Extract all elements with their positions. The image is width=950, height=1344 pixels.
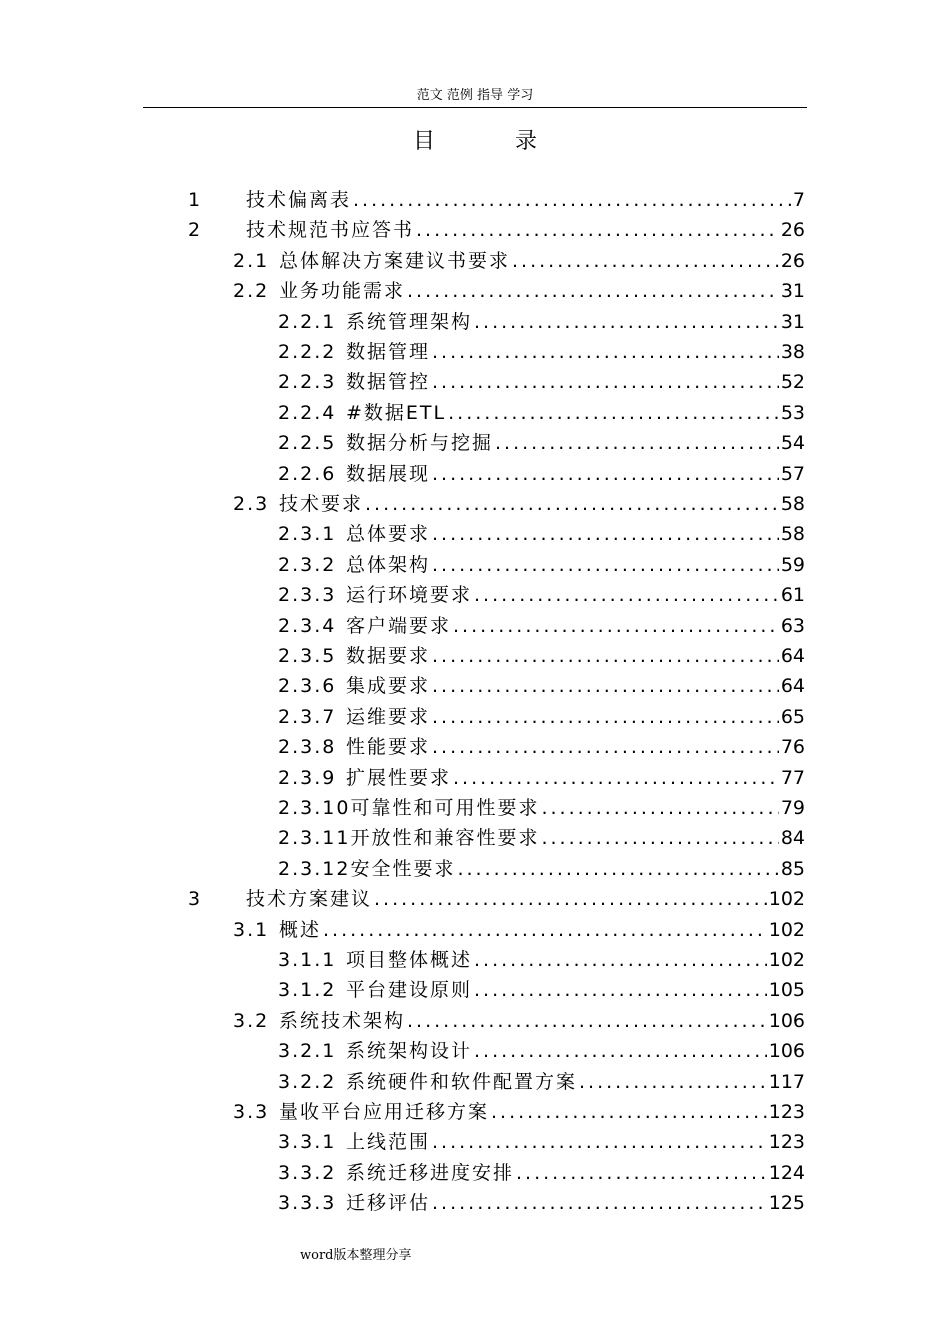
toc-entry-page: 26 (780, 219, 805, 242)
toc-entry-page: 102 (768, 888, 805, 911)
toc-entry-number: 3.2 (233, 1009, 270, 1032)
toc-entry-number: 3.3 (233, 1101, 270, 1123)
toc-dot-leader (432, 1188, 767, 1218)
toc-entry-number: 2.3.2 (278, 553, 337, 576)
toc-dot-leader (474, 307, 779, 337)
toc-dot-leader (432, 641, 779, 671)
toc-entry-page: 53 (780, 401, 805, 424)
toc-entry-number: 3.1.2 (278, 979, 337, 1002)
toc-entry-page: 79 (780, 797, 805, 819)
toc-entry-title: 扩展性要求 (346, 766, 452, 789)
toc-entry-page: 123 (768, 1131, 805, 1154)
toc-entry-number: 3 (188, 888, 203, 911)
toc-entry-page: 38 (780, 341, 805, 363)
toc-dot-leader (579, 1067, 767, 1097)
toc-entry[interactable] (233, 1006, 805, 1036)
toc-entry-number: 3.2.1 (278, 1040, 337, 1063)
toc-entry-title: 业务功能需求 (279, 280, 406, 303)
toc-entry-number: 2.3.10 (278, 797, 351, 819)
toc-entry-number: 2.3.4 (278, 614, 337, 637)
toc-entry[interactable] (278, 732, 805, 762)
toc-entry-page: 57 (780, 462, 805, 485)
toc-entry-page: 59 (780, 553, 805, 576)
toc-entry-title: #数据ETL (346, 401, 447, 424)
toc-entry[interactable] (278, 945, 805, 975)
toc-entry-page: 31 (780, 280, 805, 303)
toc-entry-number: 2.1 (233, 249, 270, 272)
toc-entry[interactable] (278, 1188, 805, 1218)
toc-entry-number: 2.2 (233, 280, 270, 303)
toc-entry-page: 64 (780, 675, 805, 698)
toc-entry[interactable] (278, 428, 805, 458)
toc-entry-page: 26 (780, 249, 805, 272)
toc-dot-leader (432, 519, 779, 549)
toc-entry-title: 系统迁移进度安排 (346, 1161, 515, 1184)
toc-entry-number: 3.1 (233, 918, 270, 941)
toc-entry-number: 2.3.8 (278, 736, 337, 759)
toc-entry-title: 数据展现 (346, 462, 431, 485)
toc-entry-page: 106 (768, 1040, 805, 1063)
toc-dot-leader (432, 367, 779, 397)
toc-entry-number: 3.3.2 (278, 1161, 337, 1184)
toc-entry-number: 2.3 (233, 493, 270, 515)
toc-entry-title: 项目整体概述 (346, 949, 473, 971)
toc-entry-page: 54 (780, 432, 805, 455)
toc-entry-number: 2.2.6 (278, 462, 337, 485)
toc-dot-leader (323, 915, 767, 945)
toc-entry-number: 3.3.3 (278, 1192, 337, 1215)
toc-entry[interactable] (278, 519, 805, 549)
toc-entry[interactable] (278, 641, 805, 671)
toc-entry[interactable] (233, 276, 805, 306)
toc-entry[interactable] (278, 367, 805, 397)
toc-entry[interactable] (278, 337, 805, 367)
toc-entry-page: 65 (780, 705, 805, 728)
toc-dot-leader (432, 1127, 767, 1157)
toc-entry-number: 2.3.12 (278, 857, 351, 880)
toc-entry-number: 2.3.9 (278, 766, 337, 789)
toc-entry-title: 性能要求 (346, 736, 431, 759)
toc-entry[interactable] (188, 185, 805, 215)
toc-entry-title: 技术规范书应答书 (246, 219, 415, 242)
toc-dot-leader (474, 945, 767, 975)
toc-entry[interactable] (278, 671, 805, 701)
toc-entry-title: 运维要求 (346, 705, 431, 728)
page-header: 范文 范例 指导 学习 (416, 88, 534, 103)
toc-entry[interactable] (188, 884, 805, 914)
toc-dot-leader (432, 732, 779, 762)
toc-entry-title: 平台建设原则 (346, 979, 473, 1002)
toc-entry-title: 量收平台应用迁移方案 (279, 1101, 490, 1123)
toc-entry-title: 技术方案建议 (246, 888, 373, 911)
toc-entry-title: 数据管理 (346, 341, 431, 363)
toc-dot-leader (353, 185, 791, 215)
toc-entry-number: 2.2.4 (278, 401, 337, 424)
toc-entry-title: 概述 (279, 918, 322, 941)
toc-entry-page: 117 (768, 1070, 805, 1093)
toc-dot-leader (453, 763, 779, 793)
toc-entry-title: 客户端要求 (346, 614, 452, 637)
toc-entry-number: 2.3.7 (278, 705, 337, 728)
toc-entry[interactable] (278, 550, 805, 580)
toc-entry[interactable] (233, 915, 805, 945)
toc-entry-page: 76 (780, 736, 805, 759)
toc-entry-number: 2.3.1 (278, 523, 337, 546)
toc-entry[interactable] (278, 702, 805, 732)
toc-entry[interactable] (278, 975, 805, 1005)
toc-dot-leader (432, 459, 779, 489)
toc-entry-page: 7 (792, 189, 805, 211)
toc-dot-leader (453, 611, 779, 641)
toc-dot-leader (474, 975, 767, 1005)
toc-entry[interactable] (278, 611, 805, 641)
toc-entry-page: 124 (768, 1161, 805, 1184)
toc-entry-title: 数据管控 (346, 371, 431, 394)
toc-entry-title: 可靠性和可用性要求 (350, 797, 540, 819)
toc-entry[interactable] (278, 763, 805, 793)
toc-entry-page: 58 (780, 523, 805, 546)
toc-entry[interactable] (278, 1158, 805, 1188)
toc-dot-leader (541, 823, 778, 853)
toc-entry-number: 2 (188, 219, 203, 242)
toc-entry-title: 系统管理架构 (346, 310, 473, 333)
toc-entry-title: 总体架构 (346, 553, 431, 576)
toc-dot-leader (365, 489, 779, 519)
toc-entry-title: 技术偏离表 (246, 189, 352, 211)
toc-entry[interactable] (278, 398, 805, 428)
toc-entry[interactable] (278, 823, 805, 853)
toc-entry[interactable] (188, 215, 805, 245)
toc-dot-leader (448, 398, 779, 428)
toc-entry-title: 数据分析与挖掘 (346, 432, 494, 455)
toc-entry-page: 31 (780, 310, 805, 333)
toc-entry-page: 105 (768, 979, 805, 1002)
toc-entry-title: 系统硬件和软件配置方案 (346, 1070, 578, 1093)
toc-dot-leader (491, 1097, 767, 1127)
toc-dot-leader (432, 671, 779, 701)
toc-dot-leader (495, 428, 779, 458)
toc-entry-title: 系统架构设计 (346, 1040, 473, 1063)
toc-entry-title: 总体要求 (346, 523, 431, 546)
toc-dot-leader (474, 1036, 767, 1066)
toc-entry-title: 迁移评估 (346, 1192, 431, 1215)
toc-entry[interactable] (278, 307, 805, 337)
toc-entry-number: 1 (188, 189, 203, 211)
toc-entry-page: 123 (768, 1101, 805, 1123)
toc-entry-page: 84 (780, 827, 805, 850)
toc-entry-page: 102 (768, 918, 805, 941)
toc-entry-title: 系统技术架构 (279, 1009, 406, 1032)
toc-dot-leader (416, 215, 779, 245)
toc-entry-number: 2.2.2 (278, 341, 337, 363)
toc-entry[interactable] (233, 489, 805, 519)
toc-entry[interactable] (278, 1067, 805, 1097)
toc-entry[interactable] (278, 580, 805, 610)
toc-entry-number: 2.3.11 (278, 827, 351, 850)
toc-dot-leader (432, 550, 779, 580)
header-divider (143, 107, 807, 108)
toc-entry-page: 125 (768, 1192, 805, 1215)
toc-entry-page: 106 (768, 1009, 805, 1032)
toc-entry[interactable] (278, 1127, 805, 1157)
toc-entry-number: 2.3.5 (278, 645, 337, 667)
toc-entry-page: 63 (780, 614, 805, 637)
toc-dot-leader (407, 276, 779, 306)
toc-entry[interactable] (233, 1097, 805, 1127)
toc-entry-number: 3.1.1 (278, 949, 337, 971)
toc-entry-title: 数据要求 (346, 645, 431, 667)
toc-entry-page: 61 (780, 584, 805, 607)
toc-dot-leader (474, 580, 779, 610)
title-char-2: 录 (515, 129, 538, 154)
toc-entry-page: 102 (768, 949, 805, 971)
toc-entry-number: 3.3.1 (278, 1131, 337, 1154)
toc-entry-page: 58 (780, 493, 805, 515)
title-char-1: 目 (412, 129, 435, 154)
toc-entry-title: 总体解决方案建议书要求 (279, 249, 511, 272)
toc-dot-leader (541, 793, 778, 823)
toc-entry-title: 技术要求 (279, 493, 364, 515)
toc-entry-number: 2.2.3 (278, 371, 337, 394)
toc-dot-leader (516, 1158, 767, 1188)
toc-entry[interactable] (278, 793, 805, 823)
toc-entry-number: 2.3.6 (278, 675, 337, 698)
toc-entry[interactable] (233, 246, 805, 276)
toc-entry-page: 85 (780, 857, 805, 880)
toc-dot-leader (432, 337, 779, 367)
toc-entry[interactable] (278, 459, 805, 489)
toc-dot-leader (512, 246, 779, 276)
page-title (0, 124, 950, 155)
toc-entry-page: 52 (780, 371, 805, 394)
toc-dot-leader (432, 702, 779, 732)
toc-entry[interactable] (278, 854, 805, 884)
toc-entry-number: 2.2.5 (278, 432, 337, 455)
toc-entry-page: 77 (780, 766, 805, 789)
toc-dot-leader (457, 854, 778, 884)
toc-dot-leader (374, 884, 767, 914)
toc-entry-number: 3.2.2 (278, 1070, 337, 1093)
toc-entry-title: 开放性和兼容性要求 (350, 827, 540, 850)
page-footer: word版本整理分享 (300, 1248, 412, 1263)
toc-entry-number: 2.3.3 (278, 584, 337, 607)
toc-entry[interactable] (278, 1036, 805, 1066)
toc-entry-title: 运行环境要求 (346, 584, 473, 607)
toc-entry-page: 64 (780, 645, 805, 667)
toc-dot-leader (407, 1006, 767, 1036)
toc-entry-title: 集成要求 (346, 675, 431, 698)
toc-entry-title: 安全性要求 (350, 857, 456, 880)
toc-entry-title: 上线范围 (346, 1131, 431, 1154)
toc-entry-number: 2.2.1 (278, 310, 337, 333)
